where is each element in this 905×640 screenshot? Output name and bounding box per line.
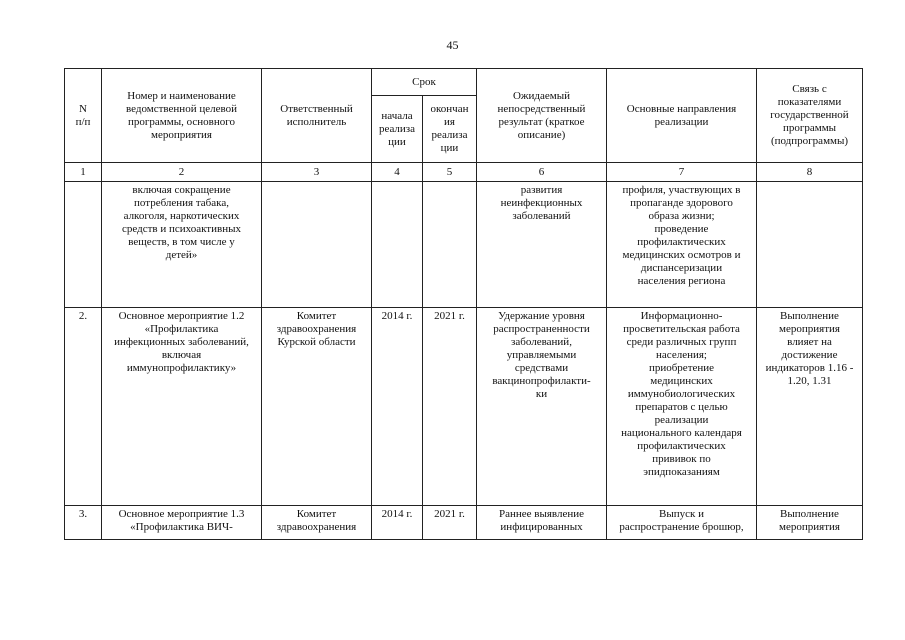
header-term-start: начала реализа ции xyxy=(372,96,423,163)
row-num: 2. xyxy=(65,308,102,506)
row-start xyxy=(372,182,423,308)
column-number: 7 xyxy=(607,163,757,182)
row-start: 2014 г. xyxy=(372,506,423,540)
header-directions: Основные направления реализации xyxy=(607,69,757,163)
row-end: 2021 г. xyxy=(423,308,477,506)
row-link: Выполнение мероприятия xyxy=(757,506,863,540)
program-table xyxy=(64,68,863,540)
header-term: Срок xyxy=(372,69,477,96)
page-number: 45 xyxy=(446,38,459,52)
column-number: 6 xyxy=(477,163,607,182)
column-number: 5 xyxy=(423,163,477,182)
header-term-end: окончан ия реализа ции xyxy=(423,96,477,163)
header-num: N п/п xyxy=(65,69,102,163)
header-executor: Ответственный исполнитель xyxy=(262,69,372,163)
row-executor: Комитет здравоохранения Курской области xyxy=(262,308,372,506)
column-number: 3 xyxy=(262,163,372,182)
row-result: развития неинфекционных заболеваний xyxy=(477,182,607,308)
row-directions: Выпуск и распространение брошюр, xyxy=(607,506,757,540)
row-end: 2021 г. xyxy=(423,506,477,540)
row-start: 2014 г. xyxy=(372,308,423,506)
row-result: Раннее выявление инфицированных xyxy=(477,506,607,540)
column-number: 2 xyxy=(102,163,262,182)
column-number: 8 xyxy=(757,163,863,182)
header-program: Номер и наименование ведомственной целевой программы, основного мероприятия xyxy=(102,69,262,163)
column-number: 4 xyxy=(372,163,423,182)
row-executor: Комитет здравоохранения xyxy=(262,506,372,540)
row-link: Выполнение мероприятия влияет на достижение индикаторов 1.16 - 1.20, 1.31 xyxy=(757,308,863,506)
row-program: Основное мероприятие 1.2 «Профилактика инфекционных заболеваний, включая иммунопрофилактику» xyxy=(102,308,262,506)
table-row xyxy=(65,182,863,308)
row-end xyxy=(423,182,477,308)
table-row xyxy=(65,308,863,506)
row-program: Основное мероприятие 1.3 «Профилактика ВИЧ- xyxy=(102,506,262,540)
row-directions: профиля, участвующих в пропаганде здорового образа жизни; проведение профилактических медицинских осмотров и диспансеризации населения региона xyxy=(607,182,757,308)
row-directions: Информационно- просветительская работа среди различных групп населения; приобретение медицинских иммунобиологических препаратов с целью реализации национального календаря профилактических прививок по эпидпоказаниям xyxy=(607,308,757,506)
row-executor xyxy=(262,182,372,308)
header-result: Ожидаемый непосредственный результат (краткое описание) xyxy=(477,69,607,163)
row-link xyxy=(757,182,863,308)
column-number: 1 xyxy=(65,163,102,182)
table-row xyxy=(65,506,863,540)
row-program: включая сокращение потребления табака, алкоголя, наркотических средств и психоактивных веществ, в том числе у детей» xyxy=(102,182,262,308)
row-num: 3. xyxy=(65,506,102,540)
row-num xyxy=(65,182,102,308)
header-link: Связь с показателями государственной программы (подпрограммы) xyxy=(757,69,863,163)
row-result: Удержание уровня распространенности заболеваний, управляемыми средствами вакцинопрофилакти- ки xyxy=(477,308,607,506)
